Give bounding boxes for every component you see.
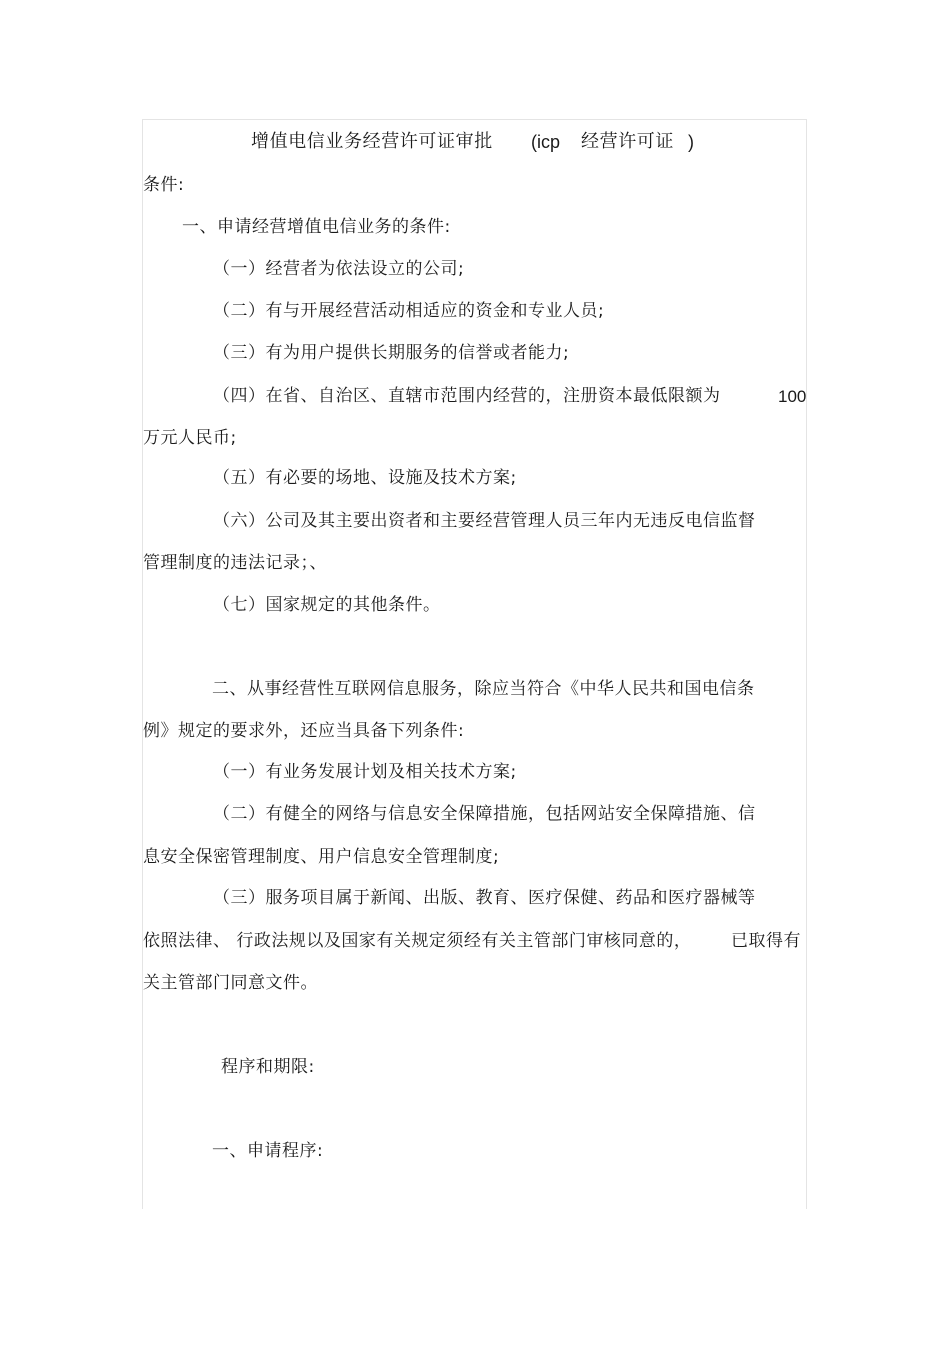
section2-heading-line1: 二、从事经营性互联网信息服务，除应当符合《中华人民共和国电信条: [212, 679, 755, 699]
section2-item3-line2a: 依照法律、 行政法规以及国家有关规定须经有关主管部门审核同意的，: [143, 931, 692, 951]
section1-heading: 一、申请经营增值电信业务的条件:: [182, 217, 451, 237]
document-title-paren-open: (icp: [531, 132, 561, 152]
section1-item4-amount: 100: [778, 387, 807, 406]
section2-item2-line2: 息安全保密管理制度、用户信息安全管理制度;: [143, 847, 500, 867]
document-title-paren-close: ): [688, 132, 694, 152]
section1-item7: （七）国家规定的其他条件。: [213, 595, 441, 615]
section1-item3: （三）有为用户提供长期服务的信誉或者能力;: [213, 343, 570, 363]
conditions-label: 条件:: [143, 175, 185, 195]
section2-item3-line3: 关主管部门同意文件。: [143, 973, 318, 993]
section1-item6-line2: 管理制度的违法记录；、: [143, 553, 327, 573]
section2-item2-line1: （二）有健全的网络与信息安全保障措施，包括网站安全保障措施、信: [213, 804, 756, 824]
section1-item4-line1: （四）在省、自治区、直辖市范围内经营的，注册资本最低限额为: [213, 386, 721, 406]
document-title: 增值电信业务经营许可证审批: [251, 131, 493, 152]
procedure-label: 程序和期限:: [221, 1057, 315, 1077]
section1-item2: （二）有与开展经营活动相适应的资金和专业人员;: [213, 301, 605, 321]
document-title-paren-text: 经营许可证: [581, 131, 674, 152]
procedure-section1-heading: 一、申请程序:: [212, 1141, 324, 1161]
section2-item3-line1: （三）服务项目属于新闻、出版、教育、医疗保健、药品和医疗器械等: [213, 888, 756, 908]
section1-item6-line1: （六）公司及其主要出资者和主要经营管理人员三年内无违反电信监督: [213, 511, 756, 531]
section2-item3-line2b: 已取得有: [731, 931, 801, 951]
section2-item1: （一）有业务发展计划及相关技术方案;: [213, 762, 517, 782]
section1-item4-line2: 万元人民币;: [143, 428, 237, 448]
section1-item5: （五）有必要的场地、设施及技术方案;: [213, 468, 517, 488]
page-frame: [142, 119, 807, 1209]
section1-item1: （一）经营者为依法设立的公司;: [213, 259, 465, 279]
section2-heading-line2: 例》规定的要求外，还应当具备下列条件:: [143, 721, 465, 741]
